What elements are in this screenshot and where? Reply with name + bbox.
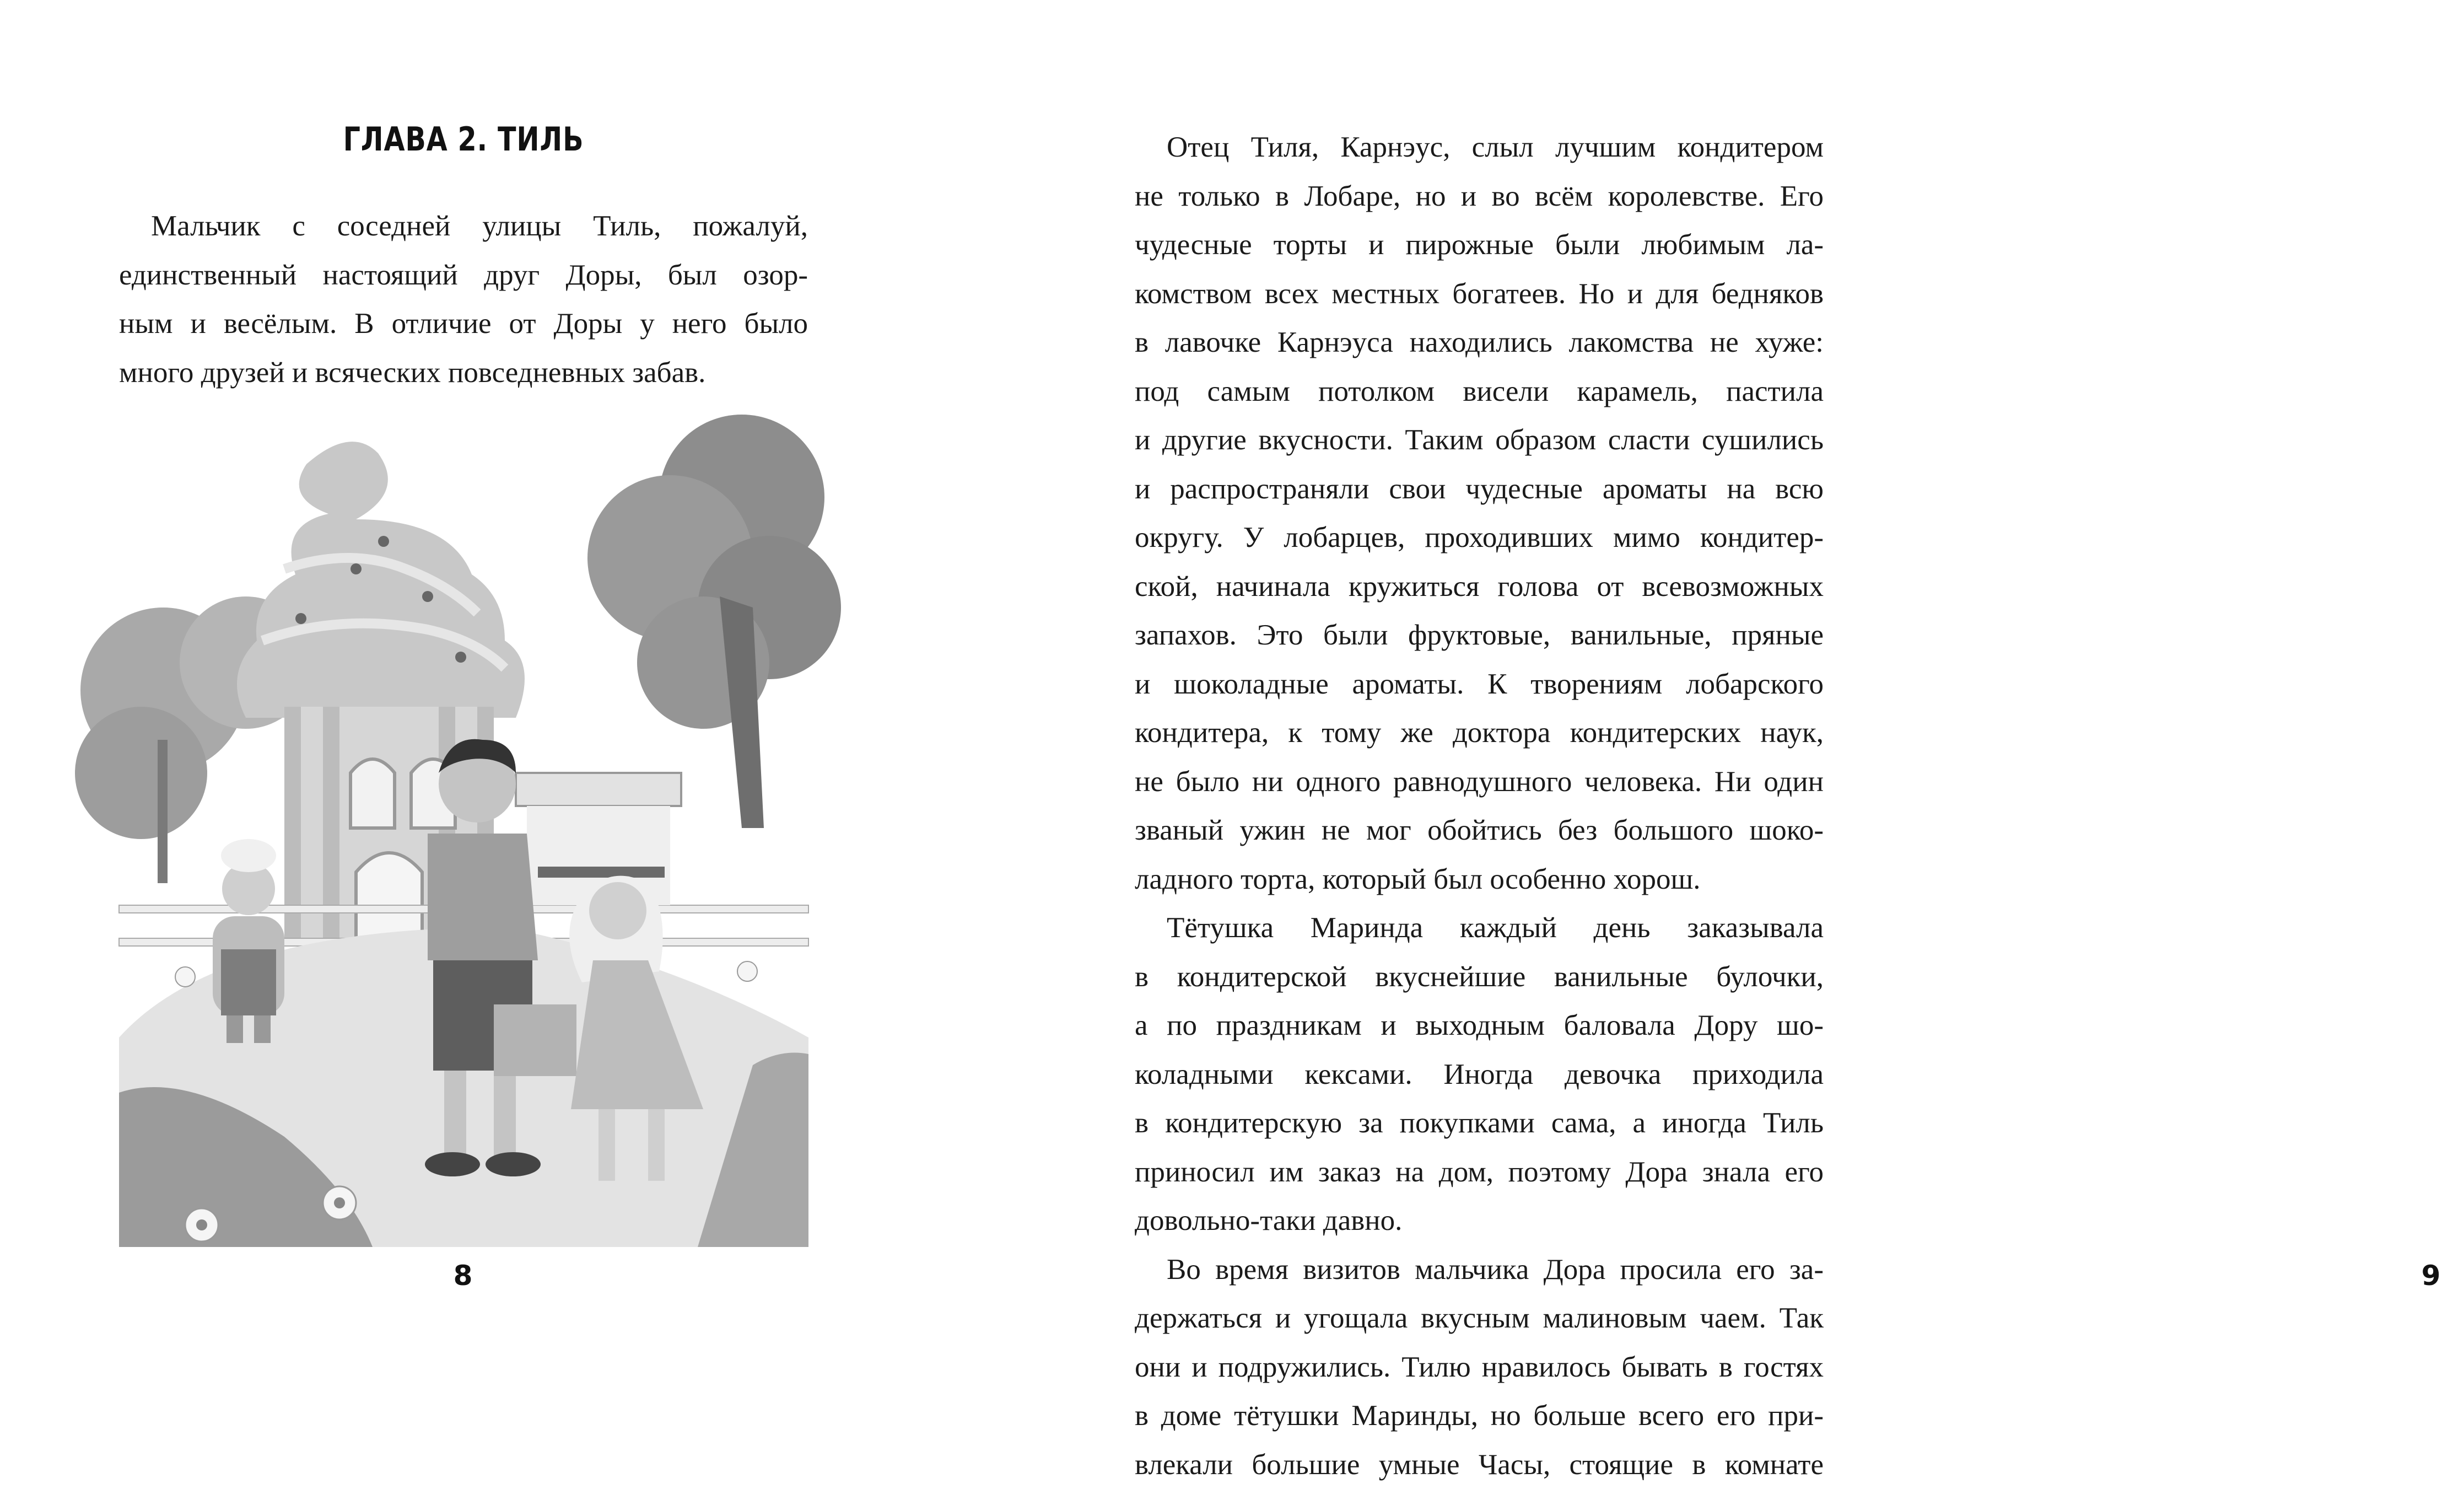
text-line: в доме тётушки Маринды, но больше всего его при- [1135,1391,1824,1440]
left-page [0,0,963,1368]
text-line: приносил им заказ на дом, поэтому Дора знала его [1135,1148,1824,1197]
page-number-right: 9 [2398,1260,2464,1292]
text-line: комством всех местных богатеев. Но и для бедняков [1135,270,1824,319]
text-line: коладными кексами. Иногда девочка приходила [1135,1050,1824,1099]
text-line: Отец Тиля, Карнэус, слыл лучшим кондитером [1135,123,1824,172]
chapter-title: ГЛАВА 2. ТИЛЬ [181,120,746,159]
text-line: кондитера, к тому же доктора кондитерских наук, [1135,708,1824,757]
paragraph-line: Мальчик с соседней улицы Тиль, пожалуй, [119,202,808,251]
illustration-bakery-scene [119,431,808,1247]
page-number-left: 8 [430,1260,496,1292]
text-line: довольно-таки давно. [1135,1196,1824,1245]
right-page [963,0,1927,1368]
text-line: под самым потолком висели карамель, пастила [1135,367,1824,416]
text-line: влекали большие умные Часы, стоящие в комнате [1135,1440,1824,1489]
paragraph-line: единственный настоящий друг Доры, был озор- [119,251,808,300]
text-line: а по праздникам и выходным баловала Дору шо- [1135,1001,1824,1050]
text-line: в кондитерскую за покупками сама, а иногда Тиль [1135,1099,1824,1148]
paragraph-line: много друзей и всяческих повседневных забав. [119,348,808,397]
text-line: в лавочке Карнэуса находились лакомства не хуже: [1135,318,1824,367]
text-line: запахов. Это были фруктовые, ванильные, пряные [1135,611,1824,660]
text-line: чудесные торты и пирожные были любимым ла- [1135,221,1824,270]
text-line: и другие вкусности. Таким образом сласти сушились [1135,416,1824,465]
text-line: ладного торта, который был особенно хорош. [1135,855,1824,904]
text-line: и шоколадные ароматы. К творениям лобарского [1135,660,1824,709]
paragraph-line: ным и весёлым. В отличие от Доры у него было [119,299,808,348]
chapter-intro-paragraph [119,202,808,397]
text-line: не только в Лобаре, но и во всём королевстве. Его [1135,172,1824,221]
text-line: Во время визитов мальчика Дора просила его за- [1135,1245,1824,1294]
text-line: и распространяли свои чудесные ароматы на всю [1135,465,1824,514]
text-line: званый ужин не мог обойтись без большого шоко- [1135,806,1824,855]
text-line: округу. У лобарцев, проходивших мимо кондитер- [1135,513,1824,562]
body-text [1135,123,1824,1489]
text-line: они и подружились. Тилю нравилось бывать в гостях [1135,1343,1824,1392]
text-line: ской, начинала кружиться голова от всевозможных [1135,562,1824,611]
text-line: не было ни одного равнодушного человека. Ни один [1135,757,1824,807]
text-line: держаться и угощала вкусным малиновым чаем. Так [1135,1294,1824,1343]
text-line: Тётушка Маринда каждый день заказывала [1135,904,1824,953]
text-line: в кондитерской вкуснейшие ванильные булочки, [1135,953,1824,1002]
